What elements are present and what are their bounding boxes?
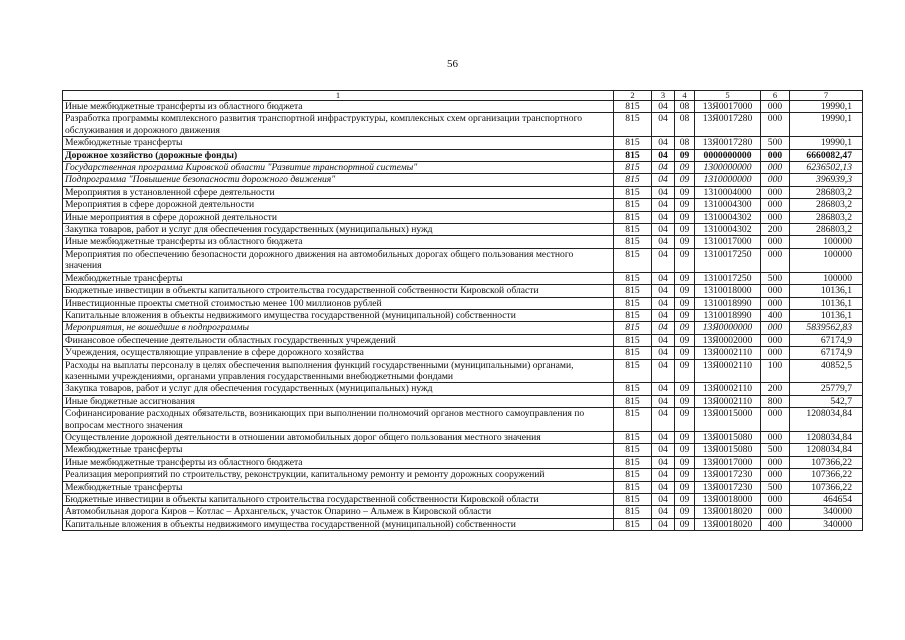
row-name: Закупка товаров, работ и услуг для обеспечения государственных (муниципальных) нужд bbox=[63, 224, 614, 236]
cell-amount: 286803,2 bbox=[790, 199, 863, 211]
cell-ministry-code: 815 bbox=[614, 456, 652, 468]
row-name: Иные межбюджетные трансферты из областного бюджета bbox=[63, 101, 614, 113]
table-row bbox=[63, 322, 863, 334]
cell-subsection: 09 bbox=[675, 481, 695, 493]
row-name: Иные мероприятия в сфере дорожной деятельности bbox=[63, 211, 614, 223]
table-row bbox=[63, 236, 863, 248]
row-name: Инвестиционные проекты сметной стоимостью менее 100 миллионов рублей bbox=[63, 297, 614, 309]
cell-amount: 100000 bbox=[790, 272, 863, 284]
cell-ministry-code: 815 bbox=[614, 469, 652, 481]
cell-section: 04 bbox=[652, 285, 675, 297]
cell-section: 04 bbox=[652, 334, 675, 346]
cell-target-article: 1310017250 bbox=[695, 248, 761, 272]
table-row bbox=[63, 408, 863, 432]
cell-ministry-code: 815 bbox=[614, 113, 652, 137]
cell-subsection: 08 bbox=[675, 101, 695, 113]
cell-amount: 1208034,84 bbox=[790, 444, 863, 456]
cell-ministry-code: 815 bbox=[614, 248, 652, 272]
cell-amount: 107366,22 bbox=[790, 456, 863, 468]
cell-section: 04 bbox=[652, 162, 675, 174]
table-row bbox=[63, 137, 863, 149]
cell-ministry-code: 815 bbox=[614, 149, 652, 161]
column-header-4: 4 bbox=[675, 91, 695, 101]
cell-section: 04 bbox=[652, 272, 675, 284]
row-name: Разработка программы комплексного развития транспортной инфраструктуры, комплексных схем организации транспортного обслуживания и дорожного движения bbox=[63, 113, 614, 137]
cell-target-article: 1310004302 bbox=[695, 211, 761, 223]
cell-subsection: 09 bbox=[675, 309, 695, 321]
cell-expense-type: 000 bbox=[761, 456, 790, 468]
cell-target-article: 13Я0018020 bbox=[695, 506, 761, 518]
cell-subsection: 09 bbox=[675, 334, 695, 346]
cell-amount: 100000 bbox=[790, 248, 863, 272]
cell-amount: 67174,9 bbox=[790, 334, 863, 346]
cell-target-article: 13Я0015000 bbox=[695, 408, 761, 432]
cell-ministry-code: 815 bbox=[614, 347, 652, 359]
cell-target-article: 1310018000 bbox=[695, 285, 761, 297]
cell-target-article: 13Я0017280 bbox=[695, 137, 761, 149]
cell-target-article: 13Я0017000 bbox=[695, 456, 761, 468]
cell-expense-type: 100 bbox=[761, 359, 790, 383]
cell-section: 04 bbox=[652, 431, 675, 443]
cell-subsection: 09 bbox=[675, 236, 695, 248]
cell-ministry-code: 815 bbox=[614, 359, 652, 383]
column-header-2: 2 bbox=[614, 91, 652, 101]
cell-amount: 1208034,84 bbox=[790, 431, 863, 443]
cell-ministry-code: 815 bbox=[614, 174, 652, 186]
cell-amount: 10136,1 bbox=[790, 297, 863, 309]
cell-section: 04 bbox=[652, 174, 675, 186]
row-name: Капитальные вложения в объекты недвижимого имущества государственной (муниципальной) собственности bbox=[63, 518, 614, 530]
cell-subsection: 09 bbox=[675, 456, 695, 468]
cell-expense-type: 500 bbox=[761, 137, 790, 149]
table-row bbox=[63, 297, 863, 309]
cell-section: 04 bbox=[652, 444, 675, 456]
cell-amount: 5839562,83 bbox=[790, 322, 863, 334]
row-name: Мероприятия в установленной сфере деятельности bbox=[63, 186, 614, 198]
column-header-1: 1 bbox=[63, 91, 614, 101]
cell-expense-type: 000 bbox=[761, 162, 790, 174]
cell-amount: 396939,3 bbox=[790, 174, 863, 186]
cell-expense-type: 500 bbox=[761, 444, 790, 456]
cell-target-article: 1310004000 bbox=[695, 186, 761, 198]
table-row bbox=[63, 359, 863, 383]
column-header-5: 5 bbox=[695, 91, 761, 101]
cell-target-article: 13Я0002110 bbox=[695, 347, 761, 359]
cell-section: 04 bbox=[652, 211, 675, 223]
table-row bbox=[63, 199, 863, 211]
cell-expense-type: 400 bbox=[761, 309, 790, 321]
cell-amount: 6660082,47 bbox=[790, 149, 863, 161]
cell-target-article: 13Я0018020 bbox=[695, 518, 761, 530]
row-name: Автомобильная дорога Киров – Котлас – Архангельск, участок Опарино – Альмеж в Кировской области bbox=[63, 506, 614, 518]
cell-target-article: 1310017000 bbox=[695, 236, 761, 248]
table-row bbox=[63, 383, 863, 395]
cell-subsection: 09 bbox=[675, 322, 695, 334]
row-name: Реализация мероприятий по строительству, реконструкции, капитальному ремонту и ремонту дорожных сооружений bbox=[63, 469, 614, 481]
cell-amount: 19990,1 bbox=[790, 113, 863, 137]
cell-subsection: 09 bbox=[675, 272, 695, 284]
cell-expense-type: 000 bbox=[761, 408, 790, 432]
budget-table bbox=[62, 90, 863, 531]
cell-ministry-code: 815 bbox=[614, 272, 652, 284]
table-row bbox=[63, 186, 863, 198]
cell-expense-type: 000 bbox=[761, 334, 790, 346]
cell-ministry-code: 815 bbox=[614, 186, 652, 198]
cell-section: 04 bbox=[652, 297, 675, 309]
cell-subsection: 09 bbox=[675, 506, 695, 518]
cell-target-article: 13Я0000000 bbox=[695, 322, 761, 334]
cell-target-article: 1310017250 bbox=[695, 272, 761, 284]
cell-ministry-code: 815 bbox=[614, 431, 652, 443]
cell-amount: 464654 bbox=[790, 494, 863, 506]
cell-ministry-code: 815 bbox=[614, 408, 652, 432]
cell-target-article: 13Я0015080 bbox=[695, 431, 761, 443]
cell-target-article: 1310018990 bbox=[695, 297, 761, 309]
cell-ministry-code: 815 bbox=[614, 395, 652, 407]
table-row bbox=[63, 309, 863, 321]
table-row bbox=[63, 174, 863, 186]
cell-section: 04 bbox=[652, 236, 675, 248]
cell-subsection: 09 bbox=[675, 444, 695, 456]
cell-subsection: 08 bbox=[675, 113, 695, 137]
page-number: 56 bbox=[447, 58, 458, 70]
cell-subsection: 09 bbox=[675, 431, 695, 443]
cell-target-article: 13Я0017000 bbox=[695, 101, 761, 113]
cell-expense-type: 400 bbox=[761, 518, 790, 530]
row-name: Бюджетные инвестиции в объекты капитального строительства государственной собственности Кировской области bbox=[63, 494, 614, 506]
cell-target-article: 1310018990 bbox=[695, 309, 761, 321]
row-name: Мероприятия по обеспечению безопасности дорожного движения на автомобильных дорогах общего пользования местного значения bbox=[63, 248, 614, 272]
row-name: Мероприятия в сфере дорожной деятельности bbox=[63, 199, 614, 211]
row-name: Осуществление дорожной деятельности в отношении автомобильных дорог общего пользования местного значения bbox=[63, 431, 614, 443]
cell-target-article: 13Я0017280 bbox=[695, 113, 761, 137]
cell-expense-type: 000 bbox=[761, 431, 790, 443]
cell-subsection: 09 bbox=[675, 248, 695, 272]
cell-expense-type: 000 bbox=[761, 101, 790, 113]
cell-section: 04 bbox=[652, 456, 675, 468]
cell-subsection: 09 bbox=[675, 408, 695, 432]
row-name: Межбюджетные трансферты bbox=[63, 481, 614, 493]
cell-subsection: 09 bbox=[675, 224, 695, 236]
cell-amount: 19990,1 bbox=[790, 137, 863, 149]
table-row bbox=[63, 149, 863, 161]
cell-target-article: 13Я0017230 bbox=[695, 481, 761, 493]
cell-section: 04 bbox=[652, 322, 675, 334]
cell-expense-type: 500 bbox=[761, 481, 790, 493]
cell-target-article: 13Я0002110 bbox=[695, 395, 761, 407]
row-name: Финансовое обеспечение деятельности областных государственных учреждений bbox=[63, 334, 614, 346]
cell-target-article: 0000000000 bbox=[695, 149, 761, 161]
table-row bbox=[63, 456, 863, 468]
cell-section: 04 bbox=[652, 137, 675, 149]
cell-amount: 19990,1 bbox=[790, 101, 863, 113]
cell-expense-type: 000 bbox=[761, 199, 790, 211]
cell-expense-type: 000 bbox=[761, 248, 790, 272]
table-body bbox=[63, 91, 863, 531]
cell-section: 04 bbox=[652, 359, 675, 383]
row-name: Мероприятия, не вошедшие в подпрограммы bbox=[63, 322, 614, 334]
cell-target-article: 13Я0002000 bbox=[695, 334, 761, 346]
table-row bbox=[63, 395, 863, 407]
table-row bbox=[63, 285, 863, 297]
cell-ministry-code: 815 bbox=[614, 224, 652, 236]
cell-amount: 10136,1 bbox=[790, 309, 863, 321]
row-name: Иные межбюджетные трансферты из областного бюджета bbox=[63, 236, 614, 248]
cell-section: 04 bbox=[652, 309, 675, 321]
cell-expense-type: 000 bbox=[761, 506, 790, 518]
cell-amount: 340000 bbox=[790, 506, 863, 518]
row-name: Учреждения, осуществляющие управление в сфере дорожного хозяйства bbox=[63, 347, 614, 359]
cell-subsection: 09 bbox=[675, 383, 695, 395]
cell-section: 04 bbox=[652, 186, 675, 198]
table-row bbox=[63, 248, 863, 272]
cell-target-article: 1310000000 bbox=[695, 174, 761, 186]
cell-subsection: 09 bbox=[675, 162, 695, 174]
cell-ministry-code: 815 bbox=[614, 211, 652, 223]
cell-section: 04 bbox=[652, 113, 675, 137]
table-row bbox=[63, 334, 863, 346]
cell-amount: 10136,1 bbox=[790, 285, 863, 297]
cell-target-article: 13Я0015080 bbox=[695, 444, 761, 456]
table-row bbox=[63, 101, 863, 113]
cell-expense-type: 800 bbox=[761, 395, 790, 407]
column-header-7: 7 bbox=[790, 91, 863, 101]
cell-section: 04 bbox=[652, 518, 675, 530]
cell-section: 04 bbox=[652, 506, 675, 518]
cell-expense-type: 500 bbox=[761, 272, 790, 284]
cell-ministry-code: 815 bbox=[614, 101, 652, 113]
cell-expense-type: 200 bbox=[761, 224, 790, 236]
cell-section: 04 bbox=[652, 248, 675, 272]
row-name: Закупка товаров, работ и услуг для обеспечения государственных (муниципальных) нужд bbox=[63, 383, 614, 395]
table-row bbox=[63, 272, 863, 284]
cell-amount: 286803,2 bbox=[790, 224, 863, 236]
cell-section: 04 bbox=[652, 347, 675, 359]
cell-ministry-code: 815 bbox=[614, 309, 652, 321]
cell-ministry-code: 815 bbox=[614, 162, 652, 174]
cell-ministry-code: 815 bbox=[614, 518, 652, 530]
cell-expense-type: 000 bbox=[761, 347, 790, 359]
table-row bbox=[63, 431, 863, 443]
cell-subsection: 09 bbox=[675, 211, 695, 223]
cell-subsection: 09 bbox=[675, 494, 695, 506]
cell-ministry-code: 815 bbox=[614, 481, 652, 493]
table-row bbox=[63, 113, 863, 137]
row-name: Межбюджетные трансферты bbox=[63, 137, 614, 149]
row-name: Дорожное хозяйство (дорожные фонды) bbox=[63, 149, 614, 161]
table-row bbox=[63, 444, 863, 456]
cell-target-article: 1300000000 bbox=[695, 162, 761, 174]
cell-expense-type: 000 bbox=[761, 149, 790, 161]
cell-section: 04 bbox=[652, 481, 675, 493]
cell-ministry-code: 815 bbox=[614, 383, 652, 395]
table-row bbox=[63, 469, 863, 481]
row-name: Капитальные вложения в объекты недвижимого имущества государственной (муниципальной) собственности bbox=[63, 309, 614, 321]
row-name: Бюджетные инвестиции в объекты капитального строительства государственной собственности Кировской области bbox=[63, 285, 614, 297]
cell-amount: 67174,9 bbox=[790, 347, 863, 359]
cell-section: 04 bbox=[652, 149, 675, 161]
row-name: Государственная программа Кировской области "Развитие транспортной системы" bbox=[63, 162, 614, 174]
cell-expense-type: 000 bbox=[761, 469, 790, 481]
cell-amount: 286803,2 bbox=[790, 186, 863, 198]
cell-section: 04 bbox=[652, 494, 675, 506]
cell-amount: 107366,22 bbox=[790, 469, 863, 481]
cell-section: 04 bbox=[652, 101, 675, 113]
cell-expense-type: 000 bbox=[761, 297, 790, 309]
cell-subsection: 09 bbox=[675, 297, 695, 309]
cell-target-article: 1310004302 bbox=[695, 224, 761, 236]
table-row bbox=[63, 494, 863, 506]
cell-ministry-code: 815 bbox=[614, 236, 652, 248]
cell-section: 04 bbox=[652, 469, 675, 481]
cell-subsection: 09 bbox=[675, 359, 695, 383]
cell-expense-type: 000 bbox=[761, 494, 790, 506]
cell-section: 04 bbox=[652, 224, 675, 236]
table-row bbox=[63, 211, 863, 223]
column-header-6: 6 bbox=[761, 91, 790, 101]
row-name: Межбюджетные трансферты bbox=[63, 272, 614, 284]
cell-amount: 286803,2 bbox=[790, 211, 863, 223]
cell-amount: 542,7 bbox=[790, 395, 863, 407]
cell-subsection: 09 bbox=[675, 186, 695, 198]
cell-ministry-code: 815 bbox=[614, 285, 652, 297]
cell-expense-type: 000 bbox=[761, 322, 790, 334]
cell-expense-type: 000 bbox=[761, 186, 790, 198]
table-row bbox=[63, 518, 863, 530]
table-row bbox=[63, 481, 863, 493]
cell-section: 04 bbox=[652, 383, 675, 395]
table-row bbox=[63, 224, 863, 236]
cell-ministry-code: 815 bbox=[614, 444, 652, 456]
cell-ministry-code: 815 bbox=[614, 199, 652, 211]
cell-expense-type: 000 bbox=[761, 113, 790, 137]
row-name: Софинансирование расходных обязательств, возникающих при выполнении полномочий органов местного самоуправления по вопросам местного значения bbox=[63, 408, 614, 432]
cell-subsection: 09 bbox=[675, 518, 695, 530]
cell-amount: 25779,7 bbox=[790, 383, 863, 395]
cell-target-article: 13Я0002110 bbox=[695, 359, 761, 383]
cell-target-article: 1310004300 bbox=[695, 199, 761, 211]
cell-expense-type: 200 bbox=[761, 383, 790, 395]
column-header-3: 3 bbox=[652, 91, 675, 101]
cell-ministry-code: 815 bbox=[614, 334, 652, 346]
cell-target-article: 13Я0017230 bbox=[695, 469, 761, 481]
cell-amount: 1208034,84 bbox=[790, 408, 863, 432]
cell-expense-type: 000 bbox=[761, 211, 790, 223]
cell-subsection: 09 bbox=[675, 347, 695, 359]
cell-subsection: 09 bbox=[675, 149, 695, 161]
header-row bbox=[63, 91, 863, 101]
row-name: Подпрограмма "Повышение безопасности дорожного движения" bbox=[63, 174, 614, 186]
cell-amount: 100000 bbox=[790, 236, 863, 248]
cell-section: 04 bbox=[652, 408, 675, 432]
cell-subsection: 09 bbox=[675, 199, 695, 211]
cell-expense-type: 000 bbox=[761, 236, 790, 248]
cell-target-article: 13Я0002110 bbox=[695, 383, 761, 395]
cell-subsection: 09 bbox=[675, 395, 695, 407]
cell-target-article: 13Я0018000 bbox=[695, 494, 761, 506]
row-name: Расходы на выплаты персоналу в целях обеспечения выполнения функций государственными (муниципальными) органами, казенными учреждениями, органами управления государственными внебюджетными фондами bbox=[63, 359, 614, 383]
row-name: Межбюджетные трансферты bbox=[63, 444, 614, 456]
cell-amount: 6236502,13 bbox=[790, 162, 863, 174]
row-name: Иные межбюджетные трансферты из областного бюджета bbox=[63, 456, 614, 468]
cell-section: 04 bbox=[652, 199, 675, 211]
cell-subsection: 09 bbox=[675, 174, 695, 186]
cell-ministry-code: 815 bbox=[614, 297, 652, 309]
cell-ministry-code: 815 bbox=[614, 506, 652, 518]
cell-ministry-code: 815 bbox=[614, 137, 652, 149]
cell-expense-type: 000 bbox=[761, 174, 790, 186]
cell-ministry-code: 815 bbox=[614, 494, 652, 506]
table-row bbox=[63, 162, 863, 174]
row-name: Иные бюджетные ассигнования bbox=[63, 395, 614, 407]
cell-subsection: 09 bbox=[675, 469, 695, 481]
cell-expense-type: 000 bbox=[761, 285, 790, 297]
cell-ministry-code: 815 bbox=[614, 322, 652, 334]
cell-section: 04 bbox=[652, 395, 675, 407]
cell-amount: 107366,22 bbox=[790, 481, 863, 493]
cell-subsection: 08 bbox=[675, 137, 695, 149]
cell-amount: 40852,5 bbox=[790, 359, 863, 383]
table-row bbox=[63, 506, 863, 518]
cell-subsection: 09 bbox=[675, 285, 695, 297]
table-row bbox=[63, 347, 863, 359]
cell-amount: 340000 bbox=[790, 518, 863, 530]
